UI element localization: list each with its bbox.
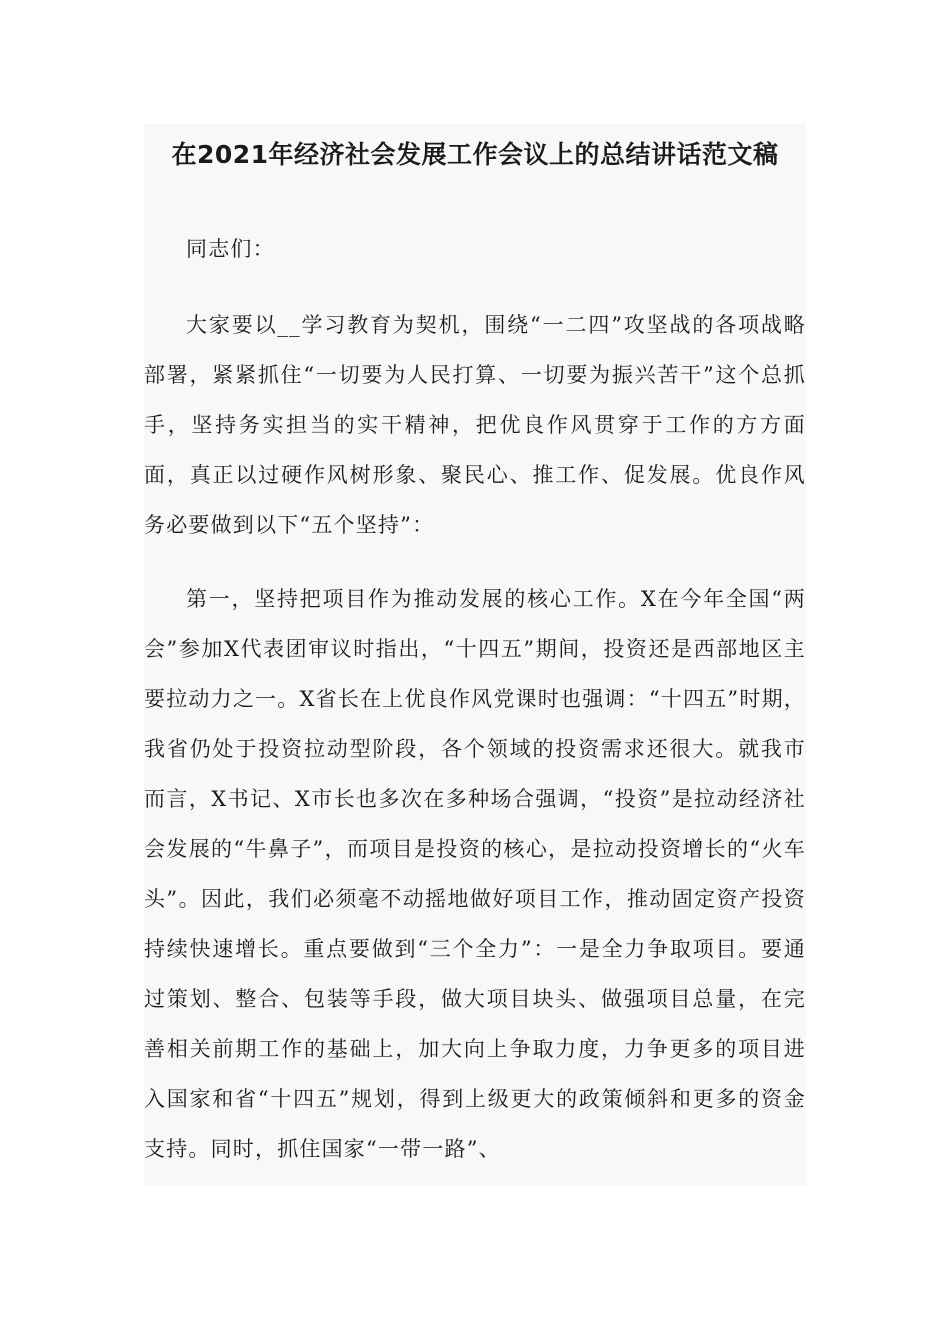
- document-page: [144, 124, 806, 1186]
- document-body: [144, 224, 806, 1174]
- paragraph-2: 第一，坚持把项目作为推动发展的核心工作。X在今年全国“两会”参加X代表团审议时指出，“十四五”期间，投资还是西部地区主要拉动力之一。X省长在上优良作风党课时也强调：“十四五”时期，我省仍处于投资拉动型阶段，各个领域的投资需求还很大。就我市而言，X书记、X市长也多次在多种场合强调，“投资”是拉动经济社会发展的“牛鼻子”，而项目是投资的核心，是拉动投资增长的“火车头”。因此，我们必须毫不动摇地做好项目工作，推动固定资产投资持续快速增长。重点要做到“三个全力”：一是全力争取项目。要通过策划、整合、包装等手段，做大项目块头、做强项目总量，在完善相关前期工作的基础上，加大向上争取力度，力争更多的项目进入国家和省“十四五”规划，得到上级更大的政策倾斜和更多的资金支持。同时，抓住国家“一带一路”、: [144, 587, 806, 1161]
- paragraph-1: 大家要以__学习教育为契机，围绕“一二四”攻坚战的各项战略部署，紧紧抓住“一切要为人民打算、一切要为振兴苦干”这个总抓手，坚持务实担当的实干精神，把优良作风贯穿于工作的方方面面，真正以过硬作风树形象、聚民心、推工作、促发展。优良作风务必要做到以下“五个坚持”：: [144, 313, 806, 537]
- salutation: 同志们：: [186, 237, 275, 261]
- document-title: 在2021年经济社会发展工作会议上的总结讲话范文稿: [171, 140, 779, 169]
